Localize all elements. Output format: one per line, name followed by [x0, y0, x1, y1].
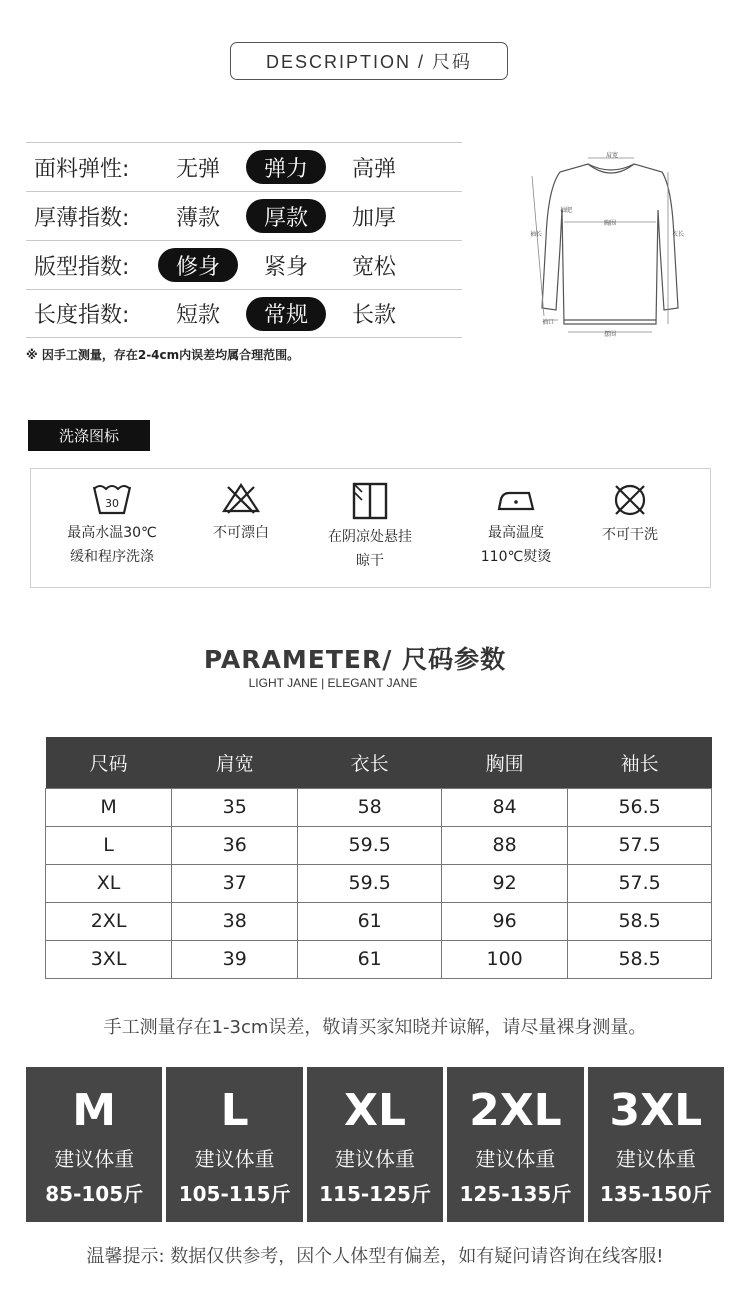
table-cell: 61: [298, 902, 442, 940]
wash-item-text: 最高温度: [488, 525, 544, 541]
wash-temp-text: 30: [105, 497, 119, 510]
wash-item: [565, 481, 695, 547]
weight-card-3xl: [588, 1067, 724, 1222]
weight-card-xl: [307, 1067, 443, 1222]
wash-item-text: 不可干洗: [602, 527, 658, 543]
wash-item: [451, 481, 581, 569]
wash-care-title: 洗涤图标: [28, 420, 150, 451]
weight-range: 135-150斤: [599, 1182, 712, 1206]
size-table: [45, 737, 712, 979]
description-title: DESCRIPTION / 尺码: [265, 52, 472, 72]
table-cell: XL: [46, 864, 172, 902]
attr-row-elasticity: [26, 142, 462, 191]
table-row: [46, 940, 712, 978]
parameter-subtitle: LIGHT JANE | ELEGANT JANE: [248, 676, 418, 690]
attr-label: 版型指数:: [34, 254, 130, 280]
attr-label: 面料弹性:: [34, 156, 130, 182]
table-header: 衣长: [298, 737, 442, 788]
table-cell: 61: [298, 940, 442, 978]
table-row: [46, 902, 712, 940]
table-row: [46, 864, 712, 902]
wash-item: [47, 481, 177, 569]
table-cell: L: [46, 826, 172, 864]
no-bleach-icon: [220, 481, 262, 517]
table-header-row: [46, 737, 712, 788]
wash-item: [176, 481, 306, 545]
label-chest: 胸围: [604, 220, 617, 227]
table-cell: 3XL: [46, 940, 172, 978]
label-sleeve-width: 袖肥: [560, 207, 573, 214]
attr-option: 长款: [351, 303, 396, 328]
table-cell: 84: [442, 788, 568, 826]
garment-outline: [542, 164, 678, 324]
iron-low-icon: [495, 481, 537, 517]
parameter-title-en: PARAMETER/: [203, 645, 393, 674]
table-row: [46, 826, 712, 864]
attr-option: 紧身: [263, 254, 308, 280]
weight-label: 建议体重: [194, 1147, 275, 1171]
attr-option-selected: 修身: [158, 248, 238, 282]
table-cell: 88: [442, 826, 568, 864]
table-cell: 57.5: [568, 826, 712, 864]
table-header: 胸围: [442, 737, 568, 788]
weight-label: 建议体重: [615, 1147, 696, 1171]
parameter-title: [0, 640, 710, 676]
table-header: 肩宽: [172, 737, 298, 788]
table-cell: 2XL: [46, 902, 172, 940]
table-note: 手工测量存在1-3cm误差，敬请买家知晓并谅解，请尽量裸身测量。: [103, 1017, 647, 1038]
wash-care-panel: [30, 468, 711, 588]
attr-option: 加厚: [351, 205, 396, 231]
weight-range: 105-115斤: [178, 1182, 291, 1206]
attr-row-fit: [26, 240, 462, 289]
attr-option: 薄款: [175, 205, 220, 231]
line-dry-shade-icon: [349, 481, 391, 521]
label-sleeve-length: 袖长: [530, 231, 543, 238]
table-row: [46, 788, 712, 826]
attr-row-length: [26, 289, 462, 338]
label-length: 衣长: [672, 231, 685, 238]
wash-item-text: 缓和程序洗涤: [70, 549, 154, 565]
footer-note: 温馨提示: 数据仅供参考，因个人体型有偏差，如有疑问请咨询在线客服!: [86, 1246, 664, 1267]
label-cuff: 袖口: [542, 319, 555, 326]
table-cell: 58.5: [568, 902, 712, 940]
attr-label: 厚薄指数:: [34, 205, 130, 231]
table-header: 尺码: [46, 737, 172, 788]
weight-size: XL: [344, 1085, 406, 1136]
fabric-attributes: [26, 142, 462, 338]
table-cell: 36: [172, 826, 298, 864]
wash-item: [305, 481, 435, 573]
table-cell: 56.5: [568, 788, 712, 826]
weight-recommendations: [26, 1067, 724, 1222]
table-cell: 39: [172, 940, 298, 978]
attr-option-selected: 常规: [246, 297, 326, 331]
table-cell: 92: [442, 864, 568, 902]
parameter-title-cn: 尺码参数: [402, 645, 507, 674]
attr-label: 长度指数:: [34, 303, 130, 328]
table-header: 袖长: [568, 737, 712, 788]
weight-size: L: [220, 1085, 249, 1136]
label-shoulder: 肩宽: [606, 152, 619, 159]
wash-item-text: 在阴凉处悬挂: [328, 529, 412, 545]
weight-range: 115-125斤: [319, 1182, 431, 1206]
attr-option-selected: 弹力: [246, 150, 326, 184]
table-cell: 59.5: [298, 826, 442, 864]
attr-option: 高弹: [351, 156, 396, 182]
wash-item-text: 最高水温30℃: [67, 525, 157, 541]
weight-card-m: [26, 1067, 162, 1222]
table-cell: 38: [172, 902, 298, 940]
table-cell: 100: [442, 940, 568, 978]
table-cell: 58: [298, 788, 442, 826]
wash-item-text: 110℃熨烫: [480, 549, 552, 565]
garment-diagram: [522, 148, 700, 340]
no-dry-clean-icon: [609, 481, 651, 519]
table-cell: 35: [172, 788, 298, 826]
weight-range: 85-105斤: [45, 1182, 144, 1206]
weight-card-2xl: [447, 1067, 583, 1222]
table-cell: M: [46, 788, 172, 826]
attr-option: 无弹: [175, 156, 220, 182]
weight-size: M: [72, 1085, 117, 1136]
wash-30-icon: [91, 481, 133, 517]
wash-item-text: 晾干: [356, 553, 384, 569]
weight-label: 建议体重: [54, 1147, 135, 1171]
weight-size: 2XL: [469, 1085, 562, 1136]
label-hem: 摆围: [604, 331, 617, 338]
table-cell: 59.5: [298, 864, 442, 902]
attr-row-thickness: [26, 191, 462, 240]
table-cell: 58.5: [568, 940, 712, 978]
measurement-note: ※ 因手工测量，存在2-4cm内误差均属合理范围。: [26, 348, 300, 362]
description-header: [230, 42, 508, 80]
weight-label: 建议体重: [475, 1147, 556, 1171]
table-cell: 96: [442, 902, 568, 940]
wash-item-text: 不可漂白: [213, 525, 269, 541]
weight-card-l: [166, 1067, 302, 1222]
weight-label: 建议体重: [335, 1147, 416, 1171]
attr-option: 短款: [175, 303, 220, 328]
table-cell: 37: [172, 864, 298, 902]
attr-option-selected: 厚款: [246, 199, 326, 233]
weight-range: 125-135斤: [459, 1182, 572, 1206]
attr-option: 宽松: [351, 254, 396, 280]
table-cell: 57.5: [568, 864, 712, 902]
weight-size: 3XL: [609, 1085, 703, 1136]
